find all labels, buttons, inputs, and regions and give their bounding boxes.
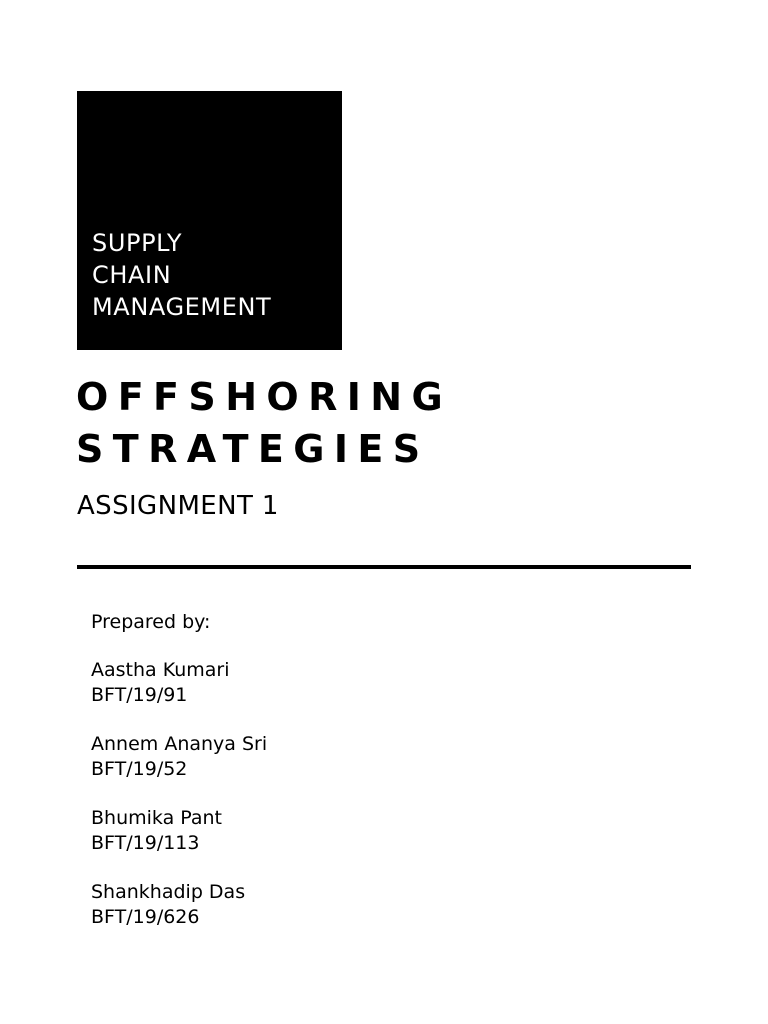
course-title-line: CHAIN (92, 261, 172, 289)
document-title-line: OFFSHORING (76, 375, 453, 419)
course-title (92, 227, 271, 323)
author-entry (91, 806, 267, 856)
author-id: BFT/19/113 (91, 832, 200, 854)
author-entry (91, 732, 267, 782)
author-name: Shankhadip Das (91, 881, 246, 903)
divider (77, 565, 691, 569)
prepared-by-label: Prepared by: (91, 611, 211, 633)
author-entry (91, 658, 267, 708)
author-id: BFT/19/91 (91, 684, 188, 706)
document-title-line: STRATEGIES (76, 427, 430, 471)
author-id: BFT/19/626 (91, 906, 200, 928)
course-title-line: SUPPLY (92, 229, 183, 257)
author-list (91, 658, 267, 930)
author-name: Annem Ananya Sri (91, 733, 268, 755)
author-name: Bhumika Pant (91, 807, 222, 829)
course-title-block (77, 91, 342, 350)
author-name: Aastha Kumari (91, 659, 230, 681)
document-title (76, 371, 452, 475)
course-title-line: MANAGEMENT (92, 293, 272, 321)
document-subtitle: ASSIGNMENT 1 (77, 491, 279, 521)
author-entry (91, 880, 267, 930)
prepared-by-section (91, 610, 267, 954)
author-id: BFT/19/52 (91, 758, 188, 780)
